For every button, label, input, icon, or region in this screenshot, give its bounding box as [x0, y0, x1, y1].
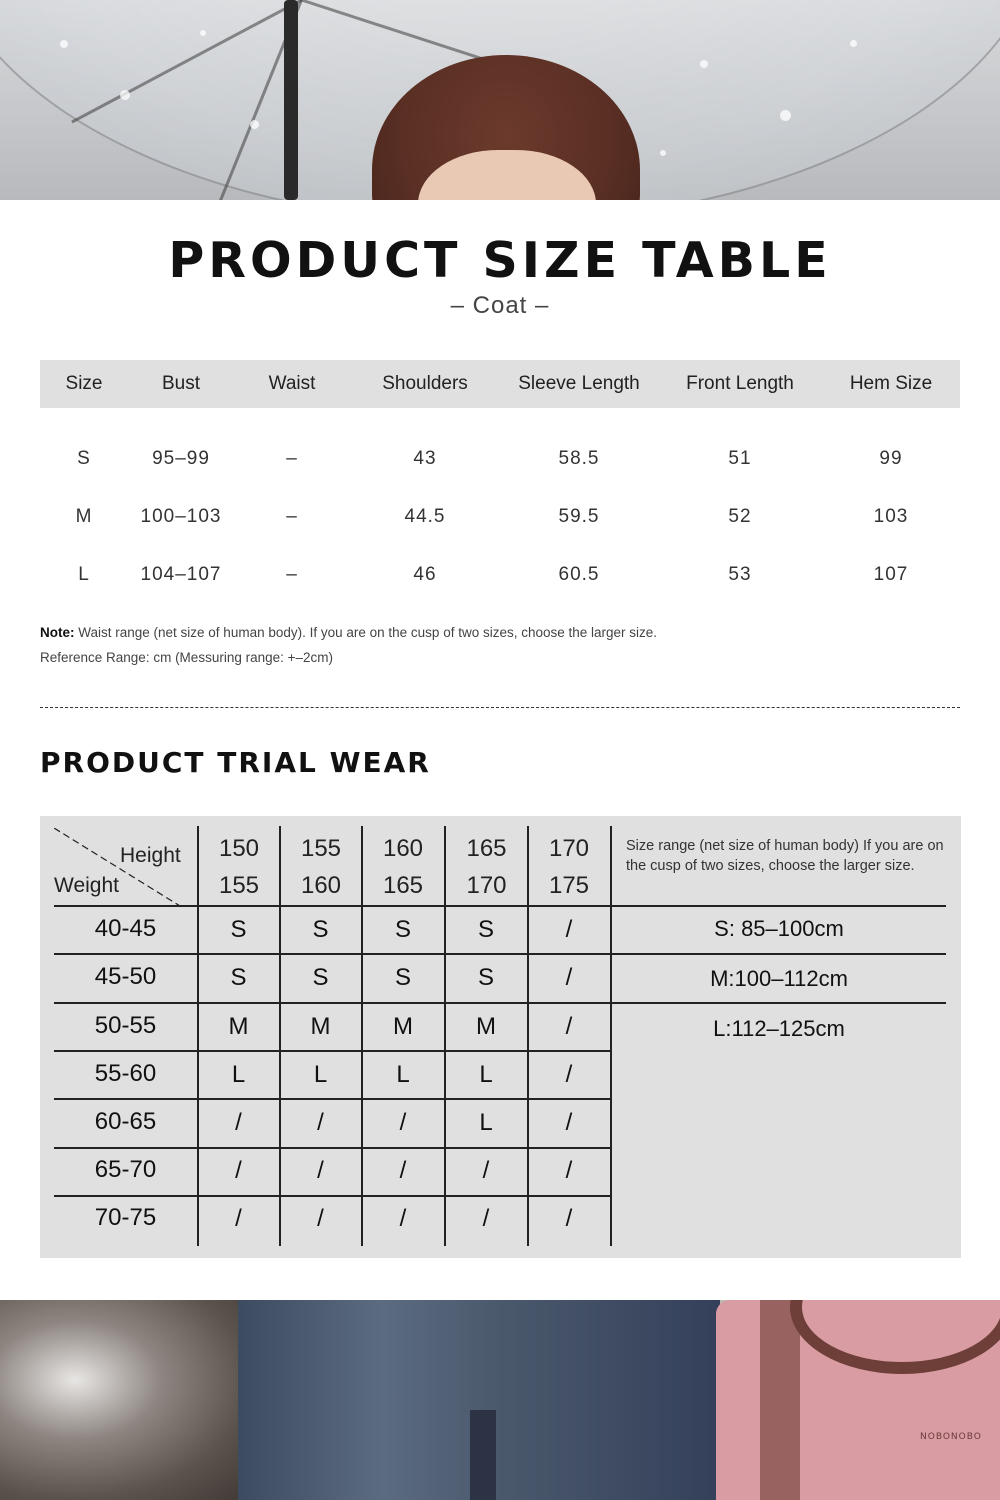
height-range-bottom: 165 [382, 872, 424, 899]
bust-cell: 95–99 [152, 448, 210, 469]
size-cell: S [477, 916, 494, 943]
column-header: Hem Size [849, 373, 933, 394]
sleeve-length-cell: 60.5 [558, 564, 600, 585]
column-header: Sleeve Length [518, 373, 640, 394]
size-cell: / [399, 1109, 407, 1136]
size-cell: M [476, 1013, 496, 1040]
size-cell: L [396, 1061, 410, 1088]
weight-range: 60-65 [94, 1108, 157, 1135]
size-cell: / [317, 1205, 324, 1232]
grid-line [54, 1002, 610, 1004]
grid-line [54, 1050, 610, 1052]
height-range [198, 830, 280, 904]
weight-range: 40-45 [94, 915, 157, 942]
umbrella-shaft [284, 0, 298, 200]
height-range-bottom: 155 [218, 872, 260, 899]
grid-line [54, 1098, 610, 1100]
raindrop [200, 30, 206, 36]
grid-line [54, 1147, 610, 1149]
column-header: Waist [268, 373, 316, 394]
size-cell: M [310, 1013, 331, 1040]
grid-line [54, 1195, 610, 1197]
waist-cell: – [286, 448, 298, 469]
height-range-top: 150 [218, 835, 260, 862]
size-range-note: Size range (net size of human body) If you are on the cusp of two sizes, choose the larger size. [626, 838, 944, 874]
size-cell: / [565, 1061, 573, 1088]
size-cell: / [399, 1205, 407, 1232]
reference-range: Reference Range: cm (Messuring range: +–2cm) [40, 650, 334, 665]
size-cell: / [399, 1157, 407, 1184]
column-header: Front Length [686, 373, 794, 394]
jeans-gap [470, 1410, 496, 1500]
size-cell: S [312, 964, 329, 991]
size-cell: / [565, 1205, 573, 1232]
sleeve-length-cell: 58.5 [558, 448, 600, 469]
shoulders-cell: 46 [413, 564, 437, 585]
bust-cell: 104–107 [140, 564, 222, 585]
bag-logo: NOBONOBO [920, 1432, 982, 1442]
weight-range: 45-50 [94, 963, 157, 990]
height-range-top: 165 [466, 835, 507, 862]
size-cell: / [235, 1205, 242, 1232]
note-text: Waist range (net size of human body). If you are on the cusp of two sizes, choose the larger size. [74, 625, 658, 640]
height-range-top: 170 [548, 835, 590, 862]
raindrop [120, 90, 130, 100]
weight-range: 50-55 [94, 1012, 157, 1039]
size-cell: S [394, 916, 411, 943]
raindrop [780, 110, 791, 121]
size-range-m: M:100–112cm [710, 966, 848, 991]
size-cell: / [565, 1013, 573, 1040]
height-range-top: 155 [300, 835, 342, 862]
size-cell: / [235, 1109, 242, 1136]
size-cell: / [482, 1205, 490, 1232]
bottom-photo [0, 1300, 1000, 1500]
weight-range: 55-60 [94, 1060, 157, 1087]
grid-line [54, 905, 610, 907]
size-cell: M [393, 1013, 413, 1040]
grid-line [610, 953, 946, 955]
hem-size-cell: 103 [873, 506, 909, 527]
raindrop [60, 40, 68, 48]
height-label: Height [120, 844, 181, 867]
size-cell: / [317, 1157, 324, 1184]
size-range-l: L:112–125cm [713, 1016, 845, 1041]
grid-line [610, 905, 946, 907]
dashed-divider [40, 707, 960, 708]
size-cell: / [565, 1157, 573, 1184]
height-range-top: 160 [382, 835, 424, 862]
size-cell: L [479, 1109, 493, 1136]
hem-size-cell: 107 [873, 564, 909, 585]
front-length-cell: 53 [728, 564, 752, 585]
grid-line [54, 953, 610, 955]
size-cell: S [77, 448, 91, 469]
size-cell: M [228, 1013, 249, 1040]
height-range [528, 830, 610, 904]
raindrop [250, 120, 259, 129]
front-length-cell: 51 [728, 448, 752, 469]
height-range [362, 830, 444, 904]
shoulders-cell: 44.5 [404, 506, 446, 527]
top-photo [0, 0, 1000, 200]
raindrop [850, 40, 857, 47]
grid-line [610, 1002, 946, 1004]
waist-cell: – [286, 506, 298, 527]
height-range [280, 830, 362, 904]
size-cell: S [394, 964, 411, 991]
size-table-title: PRODUCT SIZE TABLE [168, 232, 832, 289]
trial-wear-title: PRODUCT TRIAL WEAR [40, 746, 431, 779]
size-cell: L [78, 564, 90, 585]
column-header: Bust [161, 373, 201, 394]
note-label: Note: [40, 625, 75, 640]
raindrop [700, 60, 708, 68]
size-cell: L [313, 1061, 328, 1088]
height-range [445, 830, 528, 904]
height-range-bottom: 160 [300, 872, 342, 899]
size-cell: M [75, 506, 93, 527]
bust-cell: 100–103 [140, 506, 222, 527]
column-header: Size [65, 373, 103, 394]
size-table-header [40, 360, 960, 408]
raindrop [660, 150, 666, 156]
height-range-bottom: 175 [548, 872, 590, 899]
shoulders-cell: 43 [413, 448, 437, 469]
size-cell: / [565, 964, 573, 991]
size-cell: / [565, 1109, 573, 1136]
size-note [40, 625, 657, 640]
trial-wear-table [40, 816, 961, 1258]
size-cell: L [479, 1061, 493, 1088]
sleeve-length-cell: 59.5 [558, 506, 600, 527]
size-cell: / [235, 1157, 242, 1184]
size-cell: S [230, 916, 247, 943]
size-cell: / [317, 1109, 324, 1136]
column-header: Shoulders [382, 373, 468, 394]
weight-range: 65-70 [94, 1156, 157, 1183]
size-cell: S [477, 964, 494, 991]
size-cell: / [482, 1157, 490, 1184]
hem-size-cell: 99 [879, 448, 903, 469]
waist-cell: – [286, 564, 298, 585]
weight-range: 70-75 [94, 1204, 157, 1231]
size-range-s: S: 85–100cm [714, 916, 844, 941]
size-cell: / [565, 916, 573, 943]
handbag-trim [760, 1300, 800, 1500]
size-table-subtitle: – Coat – [450, 292, 550, 319]
height-range-bottom: 170 [466, 872, 507, 899]
size-cell: S [312, 916, 329, 943]
size-cell: L [231, 1061, 246, 1088]
snowy-rocks [0, 1300, 250, 1500]
size-cell: S [230, 964, 247, 991]
size-chart-card [0, 200, 1000, 1300]
front-length-cell: 52 [728, 506, 752, 527]
weight-label: Weight [54, 874, 119, 897]
